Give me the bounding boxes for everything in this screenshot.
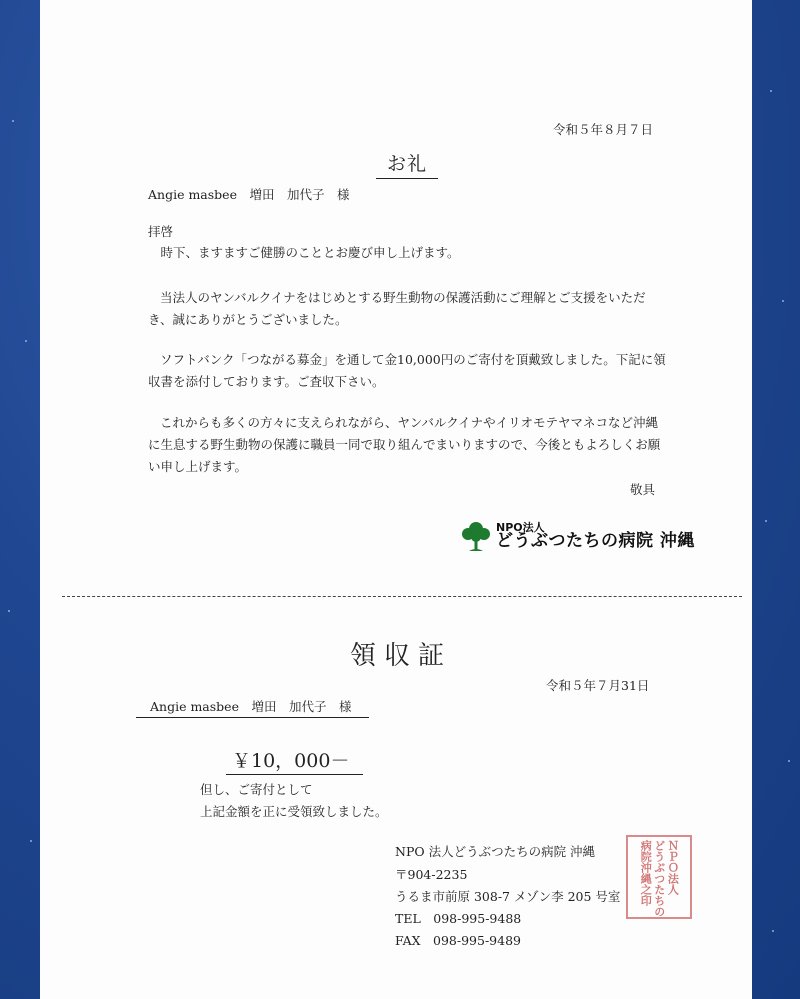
logo-name: どうぶつたちの病院 沖縄 — [496, 531, 695, 551]
issuer-tel: TEL 098-995-9488 — [395, 911, 522, 926]
issuer-address: うるま市前原 308-7 メゾン李 205 号室 — [395, 889, 621, 904]
receipt-amount: ￥10，000－ — [226, 746, 363, 775]
letter-date: 令和５年８月７日 — [553, 122, 654, 137]
seal-text-middle: どうぶつたちの — [652, 840, 666, 917]
letter-closing: 敬具 — [630, 482, 656, 497]
official-seal — [626, 835, 692, 919]
letter-paragraph: ソフトバンク「つながる募金」を通して金10,000円のご寄付を頂戴致しました。下記に領収書を添付しております。ご査収下さい。 — [148, 352, 666, 389]
organization-logo — [460, 519, 695, 553]
receipt-title: 領収証 — [350, 641, 453, 671]
issuer-fax: FAX 098-995-9489 — [395, 933, 521, 948]
tree-icon — [460, 519, 492, 553]
letter-paper — [40, 0, 752, 999]
receipt-date: 令和５年７月31日 — [546, 678, 650, 693]
receipt-recipient: Angie masbee 増田 加代子 様 — [136, 697, 369, 718]
letter-opening: 拝啓 — [148, 224, 174, 239]
letter-recipient: Angie masbee 増田 加代子 様 — [148, 187, 350, 202]
letter-paragraph: これからも多くの方々に支えられながら、ヤンバルクイナやイリオモテヤマネコなど沖縄に生息する野生動物の保護に職員一同で取り組んでまいりますので、今後ともよろしくお願い申し上げます。 — [148, 415, 661, 474]
receipt-note-line: 上記金額を正に受領致しました。 — [200, 804, 388, 819]
issuer-name: NPO 法人どうぶつたちの病院 沖縄 — [395, 844, 596, 859]
issuer-postal: 〒904-2235 — [395, 867, 468, 882]
cut-line-divider — [62, 596, 742, 597]
letter-greeting: 時下、ますますご健勝のこととお慶び申し上げます。 — [148, 245, 460, 260]
seal-text-left: 病院沖縄之印 — [639, 840, 653, 906]
letter-title: お礼 — [376, 149, 438, 179]
receipt-note-line: 但し、ご寄付として — [200, 782, 313, 797]
letter-paragraph: 当法人のヤンバルクイナをはじめとする野生動物の保護活動にご理解とご支援をいただき、誠にありがとうございました。 — [148, 290, 646, 327]
logo-npo-label: NPO法人 — [496, 521, 545, 534]
seal-text-right: ＮＰＯ法人 — [666, 840, 680, 895]
